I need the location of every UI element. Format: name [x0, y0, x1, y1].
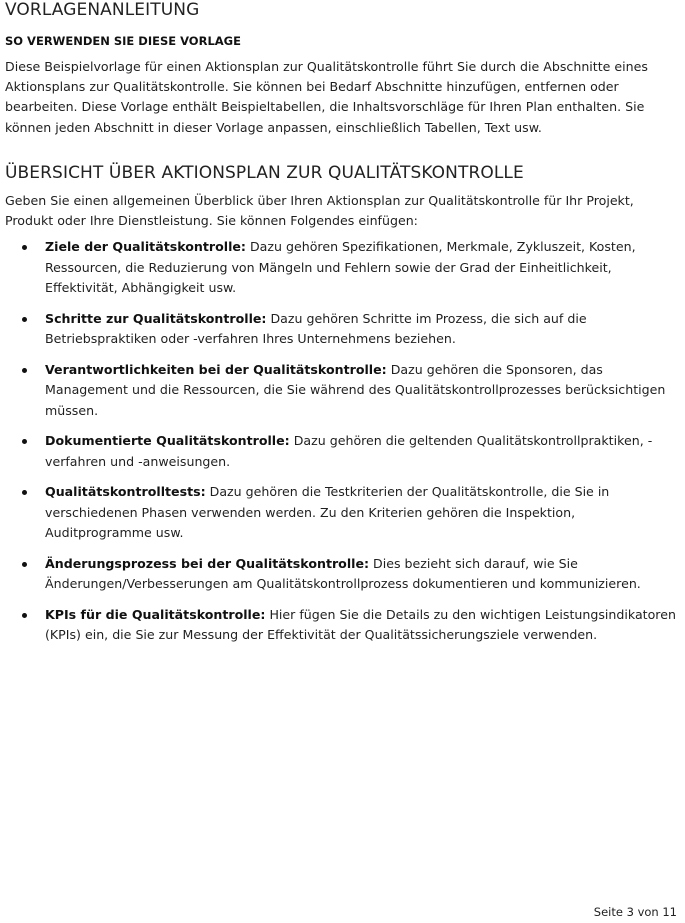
- bullet-icon: [22, 439, 27, 444]
- page-number: Seite 3 von 11: [593, 905, 677, 919]
- subtitle-heading: SO VERWENDEN SIE DIESE VORLAGE: [5, 34, 241, 48]
- list-item: [5, 605, 681, 646]
- bullet-icon: [22, 562, 27, 567]
- list-item-term: Schritte zur Qualitätskontrolle:: [45, 310, 267, 326]
- list-item-text: Hier fügen Sie die Details zu den wichtigen Leistungsindikatoren (KPIs) ein, die Sie zur Messung der Effektivität der Qualitätssicherungsziele verwenden.: [45, 606, 676, 643]
- intro-paragraph: Diese Beispielvorlage für einen Aktionsplan zur Qualitätskontrolle führt Sie durch die Abschnitte eines Aktionsplans zur Qualitätskontrolle. Sie können bei Bedarf Abschnitte hinzufügen, entfernen oder bearbeiten. Diese Vorlage enthält Beispieltabellen, die Inhaltsvorschläge für Ihren Plan enthalten. Sie können jeden Abschnitt in dieser Vorlage anpassen, einschließlich Tabellen, Text usw.: [5, 59, 648, 135]
- document-page: [5, 0, 681, 656]
- list-item-term: Ziele der Qualitätskontrolle:: [45, 239, 246, 255]
- list-item-term: Dokumentierte Qualitätskontrolle:: [45, 433, 290, 449]
- bullet-icon: [22, 368, 27, 373]
- list-item-text: Dazu gehören die Testkriterien der Qualitätskontrolle, die Sie in verschiedenen Phasen verwenden werden. Zu den Kriterien gehören die Inspektion, Auditprogramme usw.: [45, 484, 610, 541]
- list-item: [5, 482, 681, 544]
- list-item: [5, 431, 681, 472]
- bullet-icon: [22, 245, 27, 250]
- bullet-list: [5, 237, 681, 646]
- page-title: VORLAGENANLEITUNG: [5, 0, 200, 20]
- list-item-term: KPIs für die Qualitätskontrolle:: [45, 606, 266, 622]
- list-item-text: Dazu gehören Schritte im Prozess, die sich auf die Betriebspraktiken oder -verfahren Ihres Unternehmens beziehen.: [45, 310, 587, 347]
- list-item-text: Dazu gehören die geltenden Qualitätskontrollpraktiken, -verfahren und -anweisungen.: [45, 433, 653, 469]
- list-item-term: Qualitätskontrolltests:: [45, 484, 206, 500]
- bullet-icon: [22, 490, 27, 495]
- list-item-text: Dies bezieht sich darauf, wie Sie Änderungen/Verbesserungen am Qualitätskontrollprozess dokumentieren und kommunizieren.: [45, 555, 641, 592]
- section-intro-paragraph: Geben Sie einen allgemeinen Überblick über Ihren Aktionsplan zur Qualitätskontrolle für Ihr Projekt, Produkt oder Ihre Dienstleistung. Sie können Folgendes einfügen:: [5, 192, 634, 229]
- list-item-term: Änderungsprozess bei der Qualitätskontrolle:: [45, 555, 370, 571]
- list-item: [5, 237, 681, 299]
- section-title: ÜBERSICHT ÜBER AKTIONSPLAN ZUR QUALITÄTSKONTROLLE: [5, 162, 524, 183]
- list-item: [5, 554, 681, 595]
- list-item-text: Dazu gehören die Sponsoren, das Management und die Ressourcen, die Sie während des Qualitätskontrollprozesses berücksichtigen müssen.: [45, 361, 666, 418]
- list-item-term: Verantwortlichkeiten bei der Qualitätskontrolle:: [45, 361, 387, 377]
- bullet-icon: [22, 317, 27, 322]
- list-item: [5, 309, 681, 350]
- list-item: [5, 360, 681, 422]
- bullet-icon: [22, 613, 27, 618]
- list-item-text: Dazu gehören Spezifikationen, Merkmale, Zykluszeit, Kosten, Ressourcen, die Reduzierung von Mängeln und Fehlern sowie der Grad der Einheitlichkeit, Effektivität, Abhängigkeit usw.: [45, 239, 636, 296]
